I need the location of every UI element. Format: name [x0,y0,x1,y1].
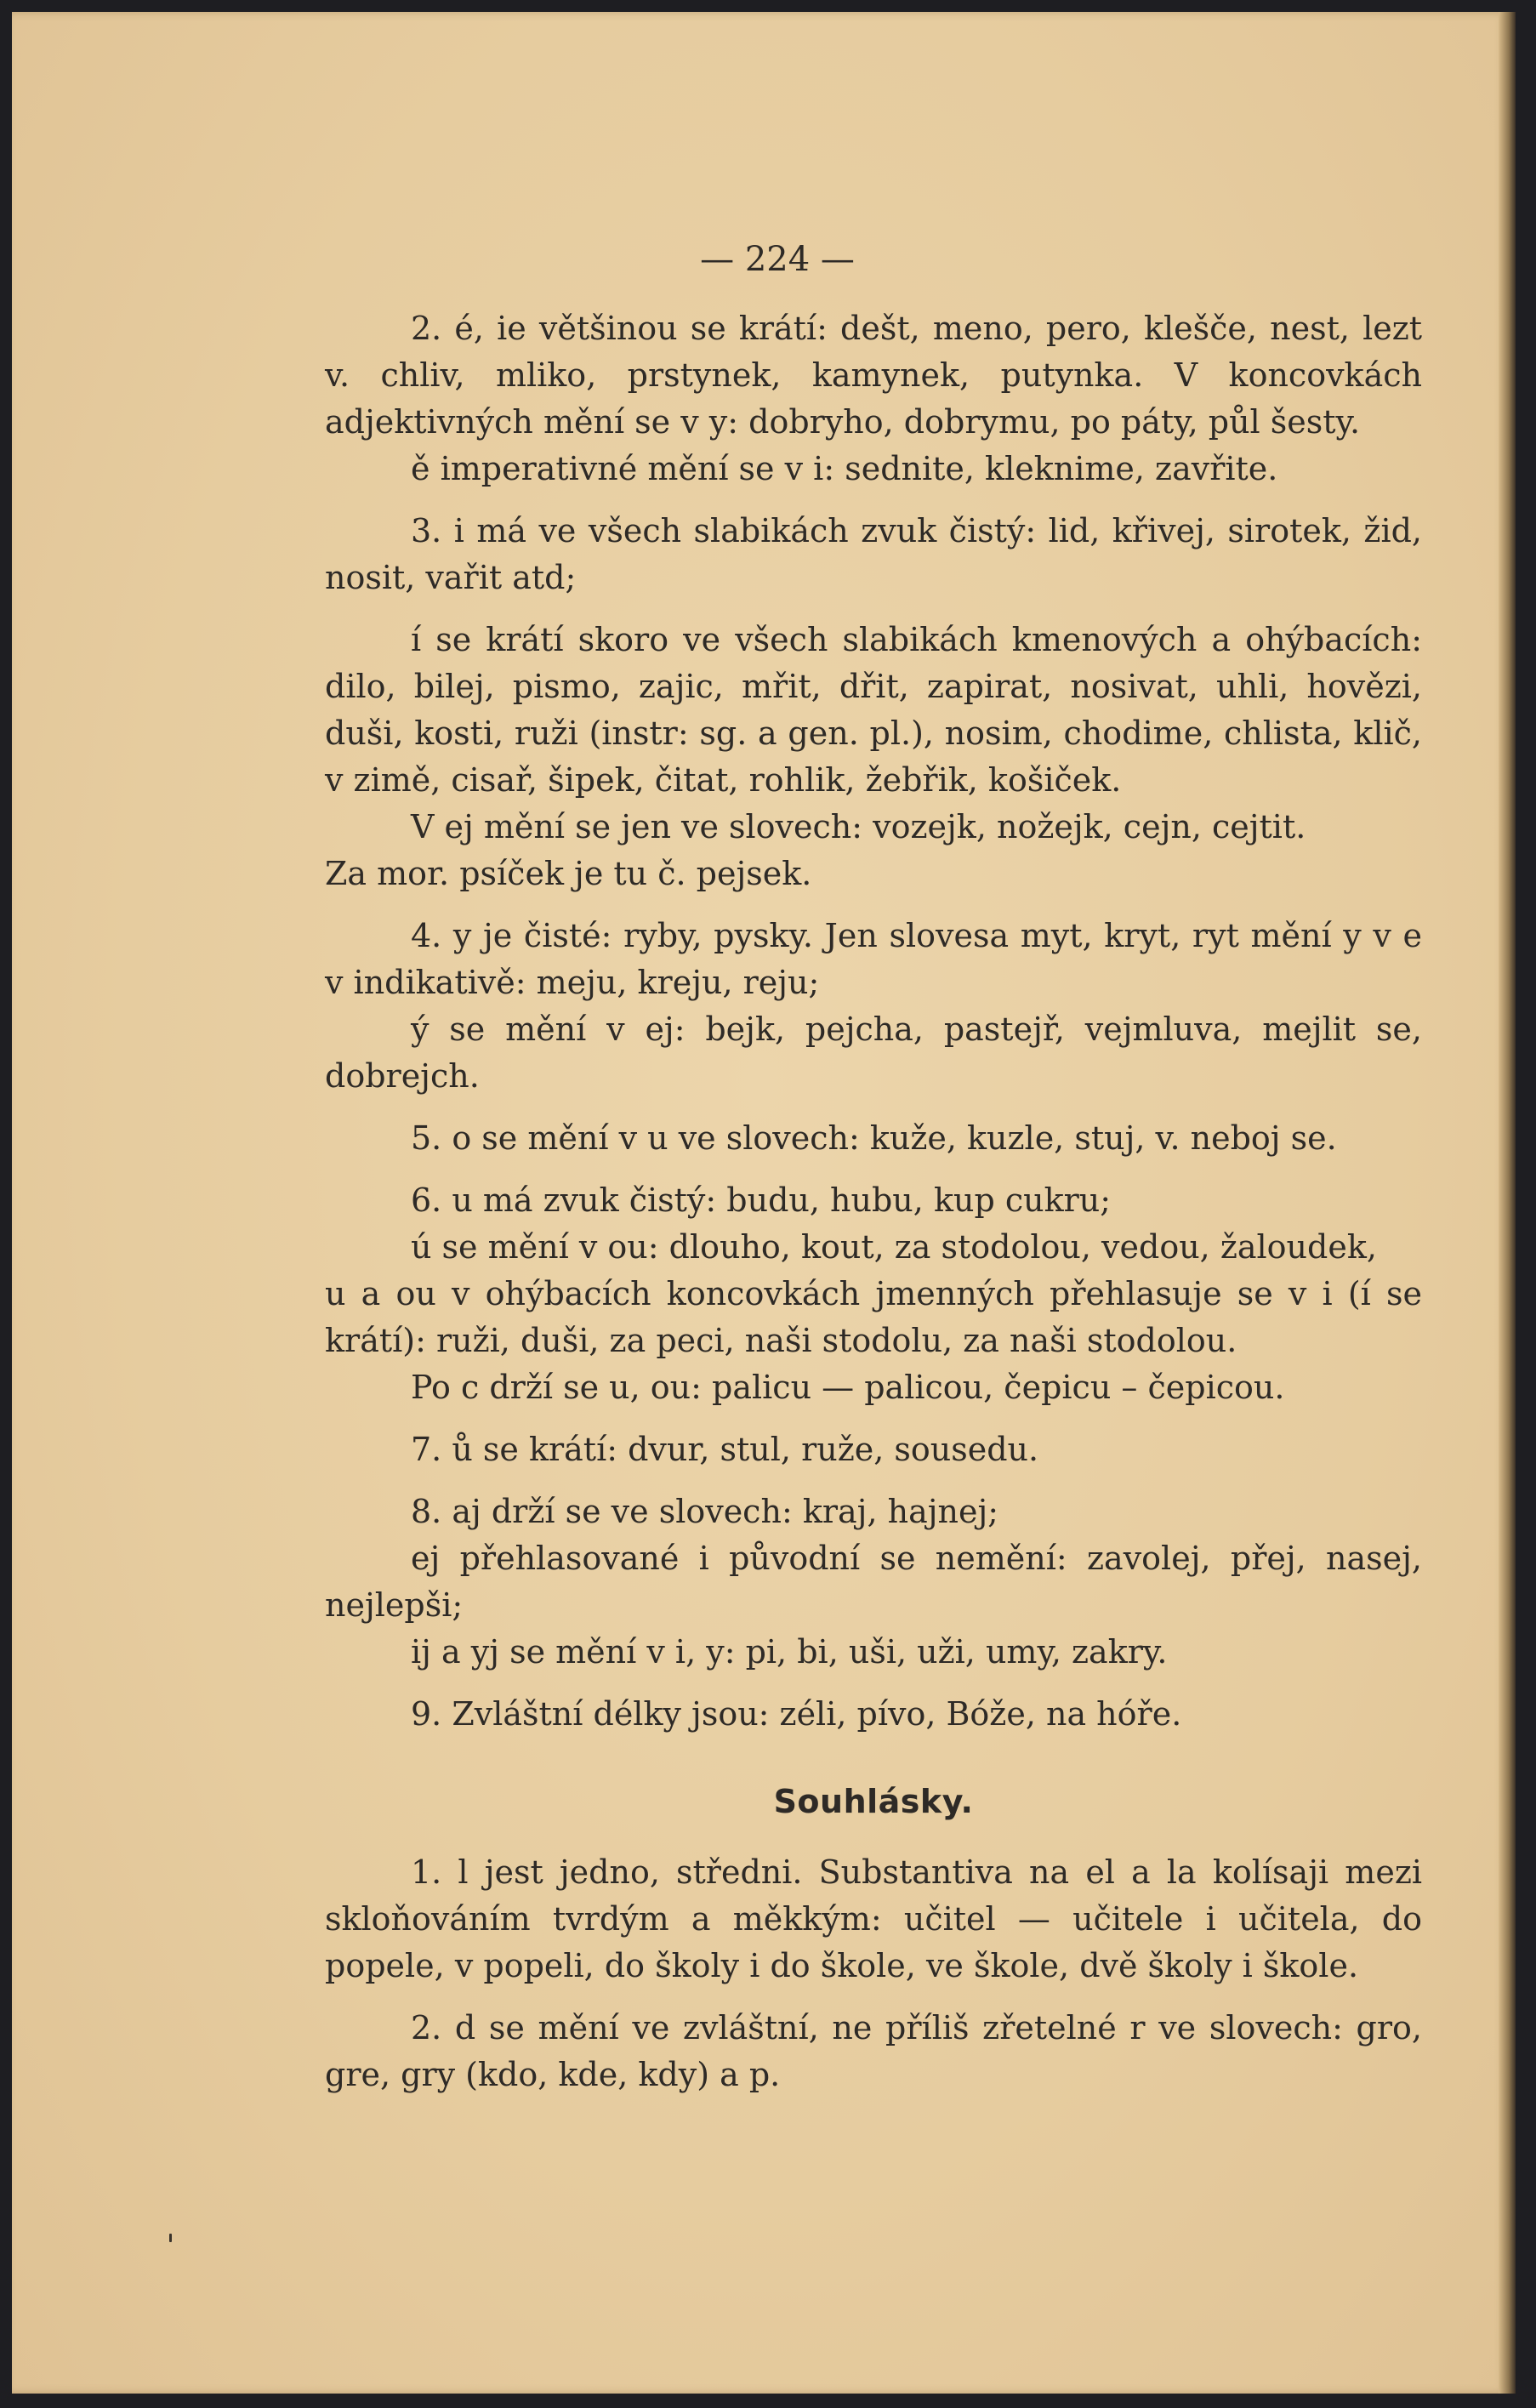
page-spine-shadow [1499,12,1516,2394]
paragraph: u a ou v ohýbacích koncovkách jmenných přehlasuje se v i (í se krátí): ruži, duši, za peci, naši stodolu, za naši stodolou. [325,1275,1422,1359]
paragraph: ě imperativné mění se v i: sednite, kleknime, zavřite. [411,450,1278,487]
paragraph: ú se mění v ou: dlouho, kout, za stodolou, vedou, žaloudek, [411,1228,1377,1266]
paragraph: 5. o se mění v u ve slovech: kuže, kuzle, stuj, v. neboj se. [411,1119,1337,1157]
paragraph: 4. y je čisté: ryby, pysky. Jen slovesa myt, kryt, ryt mění y v e v indikativě: meju, kreju, reju; [325,917,1422,1001]
paragraph: Po c drží se u, ou: palicu — palicou, čepicu – čepicou. [411,1369,1285,1406]
paragraph: í se krátí skoro ve všech slabikách kmenových a ohýbacích: dilo, bilej, pismo, zajic, mřit, dřit, zapirat, nosivat, uhli, hovězi, duši, kosti, ruži (instr: sg. a gen. pl.), nosim, chodime, chlista, klič, v zimě, cisař, šipek, čitat, rohlik, žebřik, košiček. [325,621,1422,799]
page-number: — 224 — [700,240,855,279]
paragraph: 2. é, ie většinou se krátí: dešt, meno, pero, klešče, nest, lezt v. chliv, mliko, prstynek, kamynek, putynka. V koncovkách adjektivných mění se v y: dobryho, dobrymu, po páty, půl šesty. [325,310,1422,441]
section-heading: Souhlásky. [773,1783,974,1820]
page-speck [169,2234,172,2242]
paragraph: 3. i má ve všech slabikách zvuk čistý: lid, křivej, sirotek, žid, nosit, vařit atd; [325,512,1422,596]
text-column [325,305,1422,2114]
paragraph: 2. d se mění ve zvláštní, ne příliš zřetelné r ve slovech: gro, gre, gry (kdo, kde, kdy) a p. [325,2009,1422,2093]
paragraph: 6. u má zvuk čistý: budu, hubu, kup cukru; [411,1181,1112,1219]
paragraph: V ej mění se jen ve slovech: vozejk, nožejk, cejn, cejtit. [411,808,1306,845]
paragraph: ý se mění v ej: bejk, pejcha, pastejř, vejmluva, mejlit se, dobrejch. [325,1010,1422,1095]
paragraph: 8. aj drží se ve slovech: kraj, hajnej; [411,1493,999,1530]
paragraph: 7. ů se krátí: dvur, stul, ruže, sousedu. [411,1431,1039,1468]
book-page [12,12,1509,2394]
paragraph: 9. Zvláštní délky jsou: zéli, pívo, Bóže, na hóře. [411,1695,1182,1733]
paragraph: ij a yj se mění v i, y: pi, bi, uši, uži, umy, zakry. [411,1633,1168,1671]
paragraph: Za mor. psíček je tu č. pejsek. [325,855,812,892]
paragraph: ej přehlasované i původní se nemění: zavolej, přej, nasej, nejlepši; [325,1540,1422,1624]
paragraph: 1. l jest jedno, středni. Substantiva na el a la kolísaji mezi skloňováním tvrdým a měkkým: učitel — učitele i učitela, do popele, v popeli, do školy i do škole, ve škole, dvě školy i škole. [325,1853,1422,1984]
